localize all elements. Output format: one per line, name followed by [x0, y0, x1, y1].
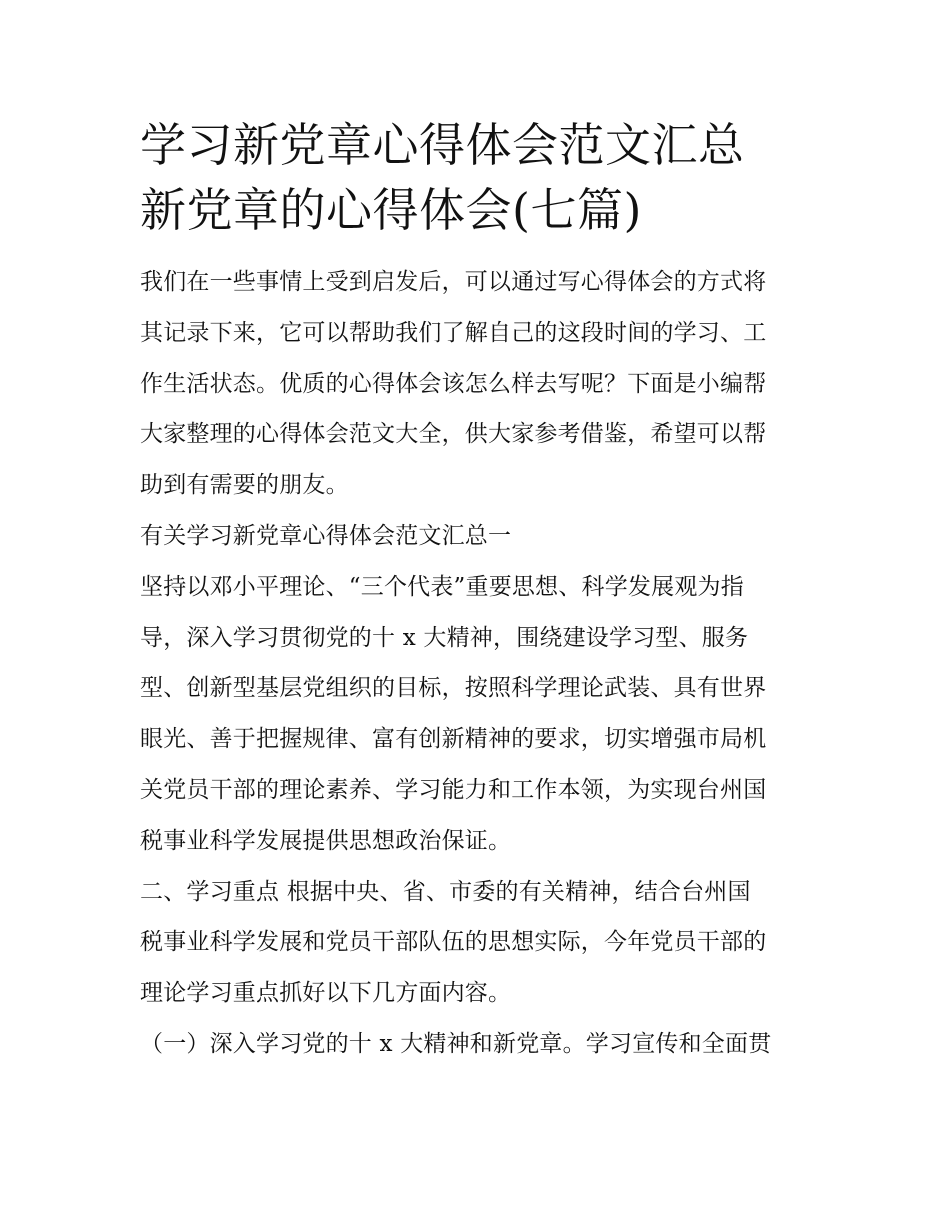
text-line: （一）深入学习党的十 x 大精神和新党章。学习宣传和全面贯: [140, 1030, 772, 1057]
text-line: 有关学习新党章心得体会范文汇总一: [140, 522, 512, 549]
text-line: 导，深入学习贯彻党的十 x 大精神，围绕建设学习型、服务: [140, 624, 749, 651]
text-line: 税事业科学发展和党员干部队伍的思想实际，今年党员干部的: [140, 929, 767, 956]
item-one-paragraph: [140, 1019, 820, 1070]
text-line: 型、创新型基层党组织的目标，按照科学理论武装、具有世界: [140, 675, 767, 702]
document-title: [140, 113, 820, 243]
text-line: 二、学习重点 根据中央、省、市委的有关精神，结合台州国: [140, 878, 751, 905]
title-line-2: 新党章的心得体会(七篇): [140, 183, 642, 237]
text-line: 我们在一些事情上受到启发后，可以通过写心得体会的方式将: [140, 269, 767, 295]
intro-paragraph: [140, 257, 820, 511]
section-heading: [140, 511, 820, 562]
text-line: 其记录下来，它可以帮助我们了解自己的这段时间的学习、工: [140, 319, 767, 346]
text-line: 眼光、善于把握规律、富有创新精神的要求，切实增强市局机: [140, 726, 767, 753]
text-line: 坚持以邓小平理论、“三个代表”重要思想、科学发展观为指: [140, 573, 744, 600]
document-body: [140, 257, 820, 1070]
document-content: [140, 113, 820, 1070]
text-line: 理论学习重点抓好以下几方面内容。: [140, 980, 512, 1007]
title-line-1: 学习新党章心得体会范文汇总: [140, 118, 745, 172]
text-line: 作生活状态。优质的心得体会该怎么样去写呢？下面是小编帮: [140, 370, 767, 397]
text-line: 助到有需要的朋友。: [140, 472, 349, 499]
text-line: 税事业科学发展提供思想政治保证。: [140, 827, 512, 854]
text-line: 关党员干部的理论素养、学习能力和工作本领，为实现台州国: [140, 776, 767, 803]
text-line: 大家整理的心得体会范文大全，供大家参考借鉴，希望可以帮: [140, 421, 767, 448]
guiding-principle-paragraph: [140, 562, 820, 867]
study-focus-paragraph: [140, 867, 820, 1019]
